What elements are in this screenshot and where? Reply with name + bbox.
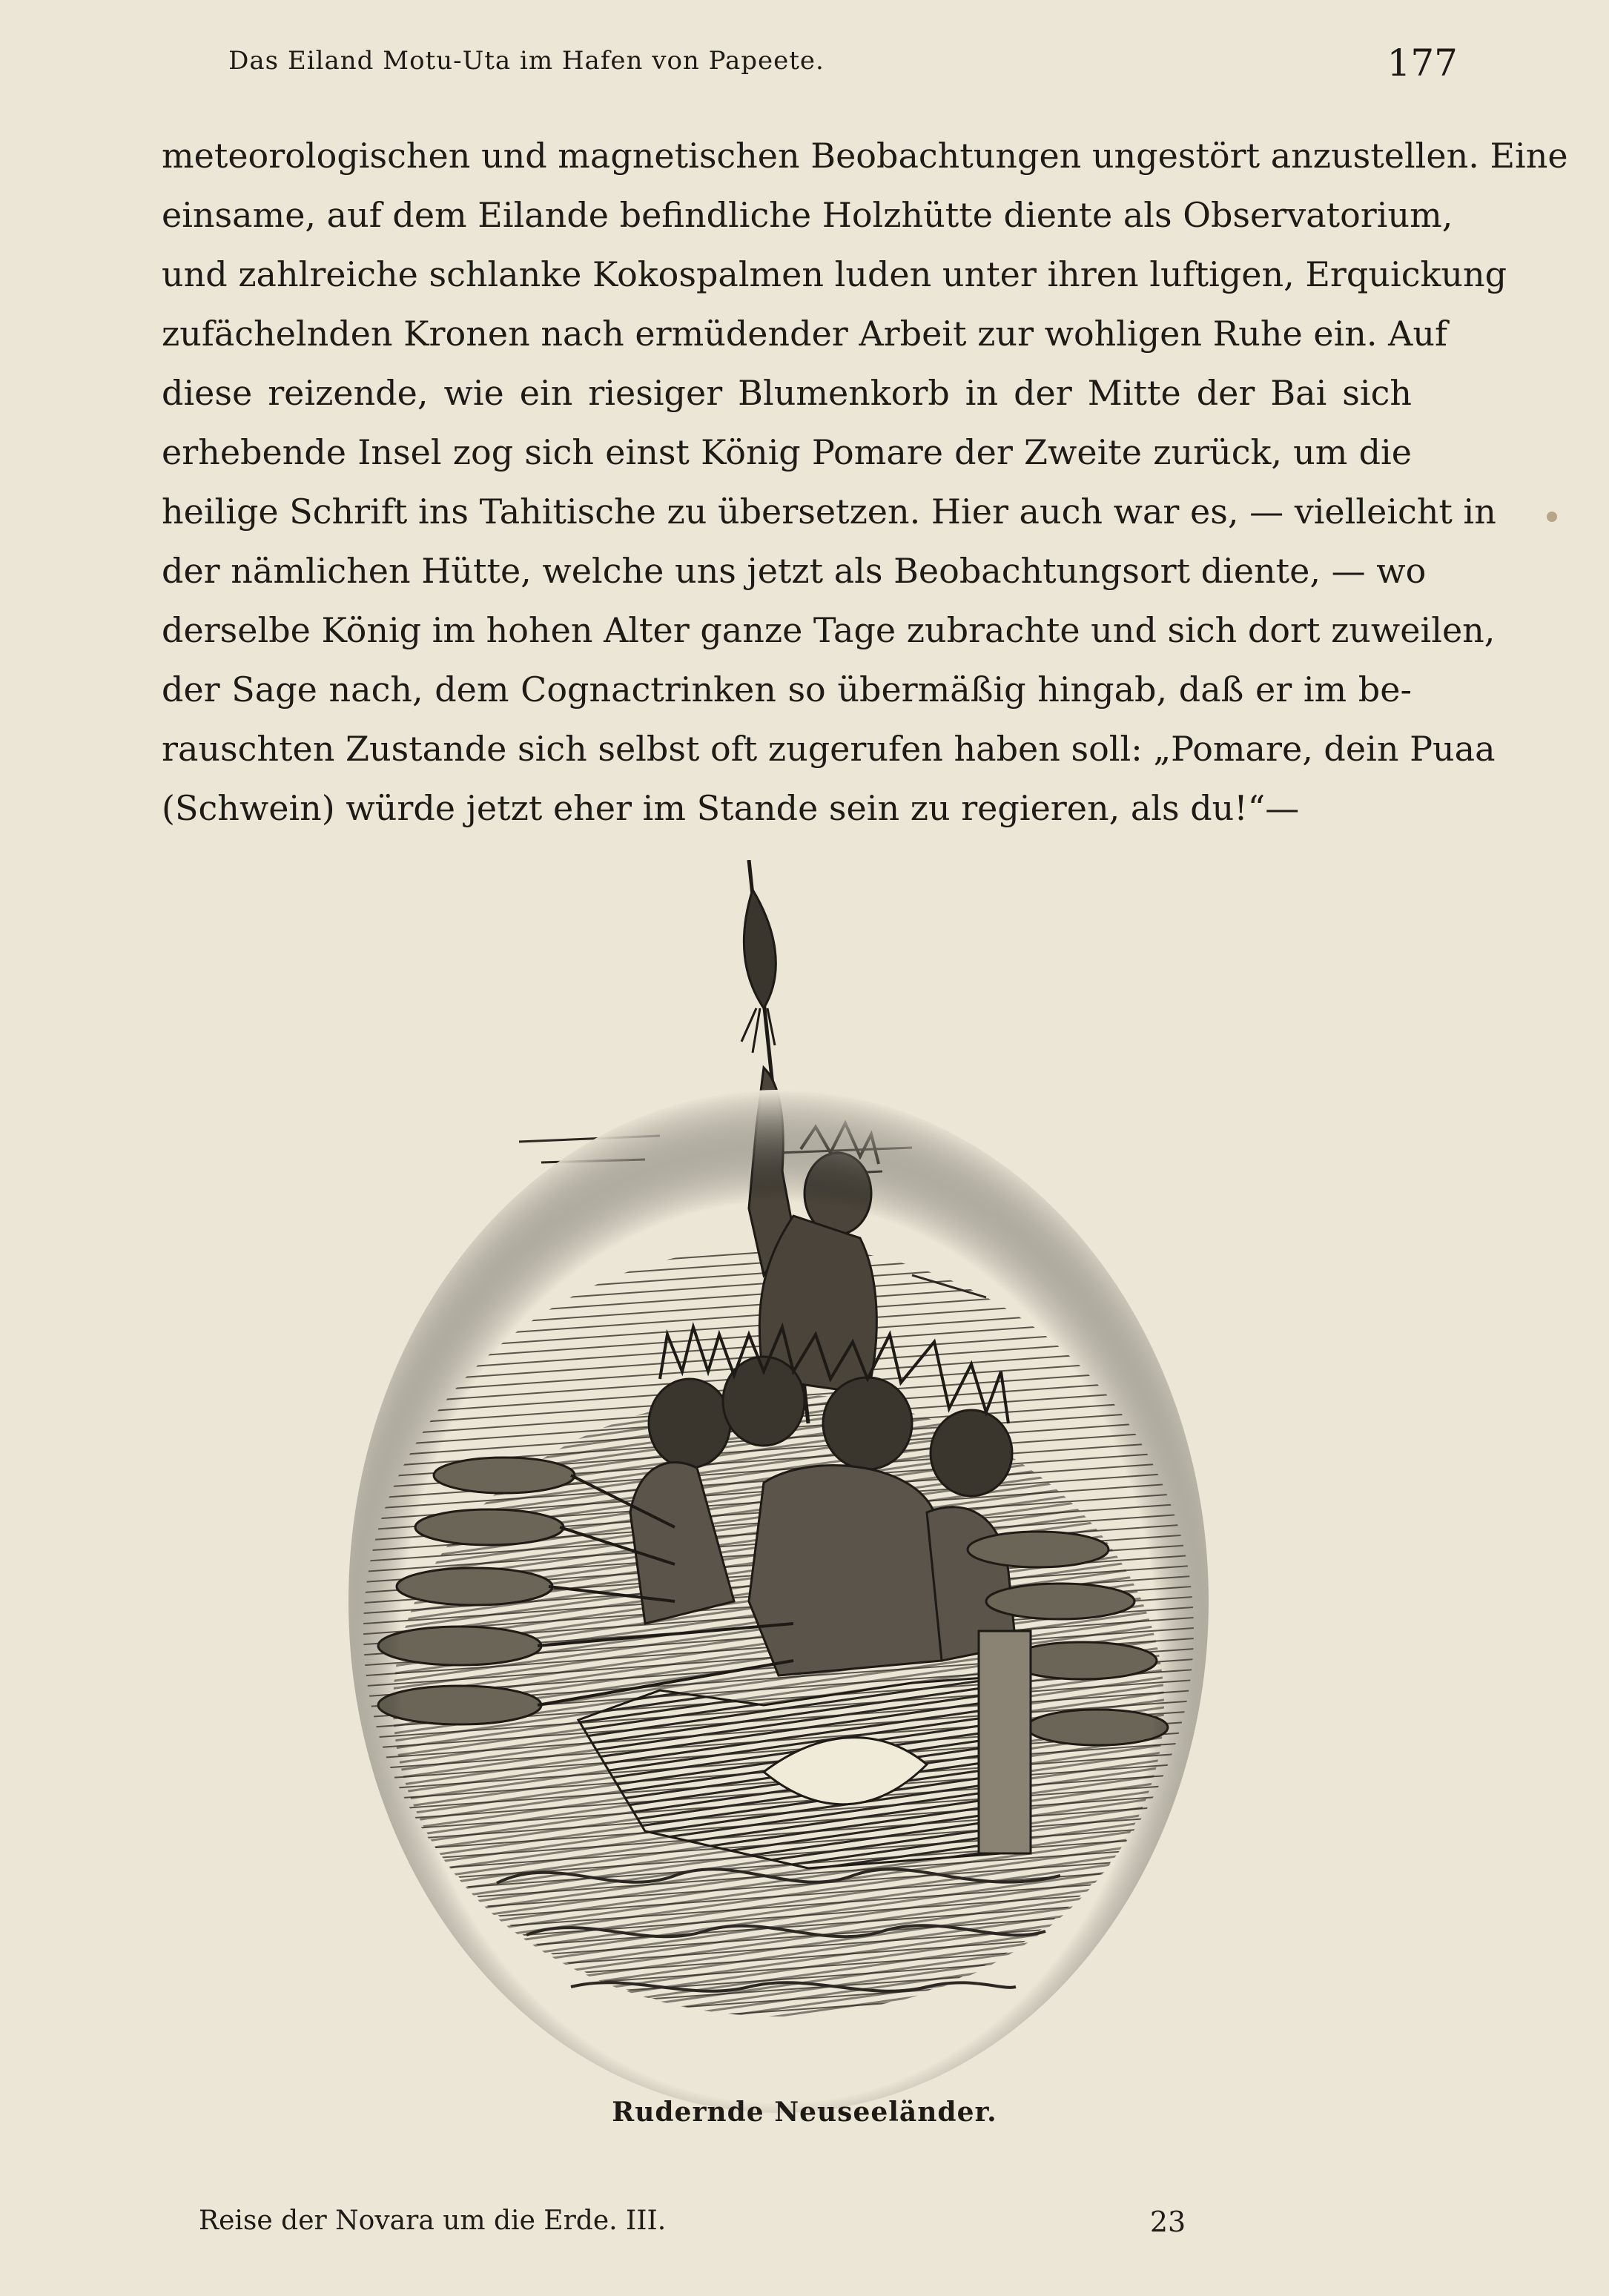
text-line: einsame, auf dem Eilande befindliche Holzhütte diente als Observatorium, — [162, 195, 1453, 235]
body-text — [162, 126, 1568, 838]
text-line: erhebende Insel zog sich einst König Pomare der Zweite zurück, um die — [162, 432, 1412, 472]
text-line: heilige Schrift ins Tahitische zu übersetzen. Hier auch war es, — vielleicht in — [162, 492, 1496, 532]
engraving-rowing-maori — [348, 860, 1209, 2113]
illustration-caption: Rudernde Neuseeländer. — [612, 2097, 997, 2128]
footer-book-title: Reise der Novara um die Erde. III. — [199, 2206, 667, 2236]
text-line: meteorologischen und magnetischen Beobachtungen ungestört anzustellen. Eine — [162, 136, 1568, 176]
running-head: Das Eiland Motu-Uta im Hafen von Papeete. — [228, 46, 825, 76]
text-line: der Sage nach, dem Cognactrinken so übermäßig hingab, daß er im be- — [162, 669, 1412, 709]
paper-stain — [1547, 512, 1557, 522]
text-line: zufächelnden Kronen nach ermüdender Arbeit zur wohligen Ruhe ein. Auf — [162, 314, 1448, 354]
text-line: diese reizende, wie ein riesiger Blumenkorb in der Mitte der Bai sich — [162, 373, 1412, 413]
text-line: und zahlreiche schlanke Kokospalmen luden unter ihren luftigen, Erquickung — [162, 254, 1507, 294]
text-line: (Schwein) würde jetzt eher im Stande sein zu regieren, als du!“— — [162, 788, 1300, 828]
text-line: derselbe König im hohen Alter ganze Tage zubrachte und sich dort zuweilen, — [162, 610, 1496, 650]
sheet-number: 23 — [1149, 2206, 1186, 2238]
text-line: rauschten Zustande sich selbst oft zugerufen haben soll: „Pomare, dein Puaa — [162, 729, 1496, 769]
text-line: der nämlichen Hütte, welche uns jetzt als Beobachtungsort diente, — wo — [162, 551, 1427, 591]
page-number: 177 — [1387, 42, 1458, 85]
